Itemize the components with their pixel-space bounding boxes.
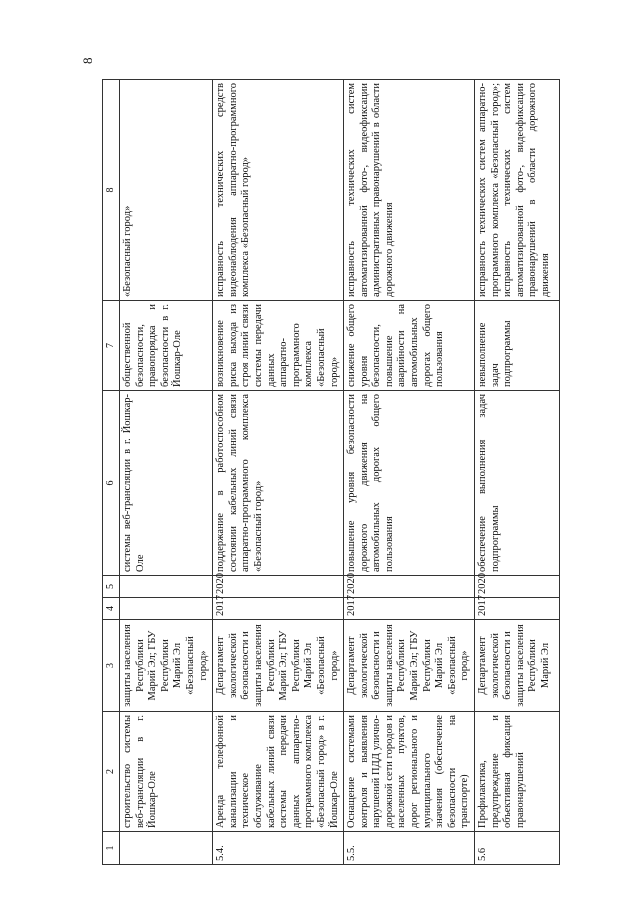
rotated-table-container bbox=[102, 80, 551, 865]
executor: Департамент экологической безопасности и защиты населения Республики Марий Эл; ГБУ Республики Марий Эл «Безопасный город» bbox=[213, 620, 344, 712]
row-number: 5.5. bbox=[344, 832, 475, 865]
indicator: «Безопасный город» bbox=[120, 80, 213, 301]
expected-result: обеспечение выполнения задач подпрограммы bbox=[475, 391, 560, 576]
row-number: 5.4. bbox=[213, 832, 344, 865]
executor: Департамент экологической безопасности и защиты населения Республики Марий Эл bbox=[475, 620, 560, 712]
column-header: 8 bbox=[103, 80, 120, 301]
end-year: 2020 bbox=[213, 576, 344, 598]
risk: возникновение риска выхода из строя линий связи системы передачи данных аппаратно-программного комплекса «Безопасный город» bbox=[213, 301, 344, 391]
executor: защиты населения Республики Марий Эл; ГБУ Республики Марий Эл «Безопасный город» bbox=[120, 620, 213, 712]
executor: Департамент экологической безопасности и защиты населения Республики Марий Эл; ГБУ Республики Марий Эл «Безопасный город» bbox=[344, 620, 475, 712]
end-year: 2020 bbox=[475, 576, 560, 598]
column-header: 3 bbox=[103, 620, 120, 712]
column-header: 5 bbox=[103, 576, 120, 598]
measure-name: Оснащение системами контроля и выявления нарушений ПДД улично-дорожной сети городов и населенных пунктов, дорог регионального и муниципального значения (обеспечение безопасности на транспорте) bbox=[344, 712, 475, 832]
expected-result: системы веб-трансляции в г. Йошкар-Оле bbox=[120, 391, 213, 576]
measure-name: Аренда телефонной канализации и техническое обслуживание кабельных линий связи системы передачи данных аппаратно-программного комплекса «Безопасный город» в г. Йошкар-Оле bbox=[213, 712, 344, 832]
expected-result: поддержание в работоспособном состоянии кабельных линий связи аппаратно-программного комплекса «Безопасный город» bbox=[213, 391, 344, 576]
column-header: 6 bbox=[103, 391, 120, 576]
measure-name: строительство системы веб-трансляции в г. Йошкар-Оле bbox=[120, 712, 213, 832]
start-year: 2017 bbox=[475, 598, 560, 620]
table-row bbox=[344, 80, 475, 865]
indicator: исправность технических систем аппаратно-программного комплекса «Безопасный город»; исправность технических систем автоматизированной фото-, видеофиксации правонарушений в области дорожного движения bbox=[475, 80, 560, 301]
measure-name: Профилактика, предупреждение и объективная фиксация правонарушений bbox=[475, 712, 560, 832]
row-number bbox=[120, 832, 213, 865]
start-year: 2017 bbox=[344, 598, 475, 620]
program-measures-table bbox=[102, 79, 560, 865]
start-year bbox=[120, 598, 213, 620]
column-header: 7 bbox=[103, 301, 120, 391]
expected-result: повышение уровня безопасности дорожного движения на автомобильных дорогах общего пользования bbox=[344, 391, 475, 576]
column-header: 4 bbox=[103, 598, 120, 620]
risk: общественной безопасности, правопорядка и безопасности в г. Йошкар-Оле bbox=[120, 301, 213, 391]
row-number: 5.6 bbox=[475, 832, 560, 865]
risk: невыполнение задач подпрограммы bbox=[475, 301, 560, 391]
page-number: 8 bbox=[80, 57, 95, 64]
start-year: 2017 bbox=[213, 598, 344, 620]
table-row bbox=[475, 80, 560, 865]
end-year: 2020 bbox=[344, 576, 475, 598]
risk: снижение общего уровня безопасности, повышение аварийности на автомобильных дорогах общего пользования bbox=[344, 301, 475, 391]
indicator: исправность технических средств видеонаблюдения аппаратно-программного комплекса «Безопасный город» bbox=[213, 80, 344, 301]
table-row bbox=[120, 80, 213, 865]
table-row bbox=[213, 80, 344, 865]
column-header: 1 bbox=[103, 832, 120, 865]
table-header-row bbox=[103, 80, 120, 865]
column-header: 2 bbox=[103, 712, 120, 832]
end-year bbox=[120, 576, 213, 598]
indicator: исправность технических систем автоматизированной фото-, видеофиксации административных правонарушений в области дорожного движения bbox=[344, 80, 475, 301]
